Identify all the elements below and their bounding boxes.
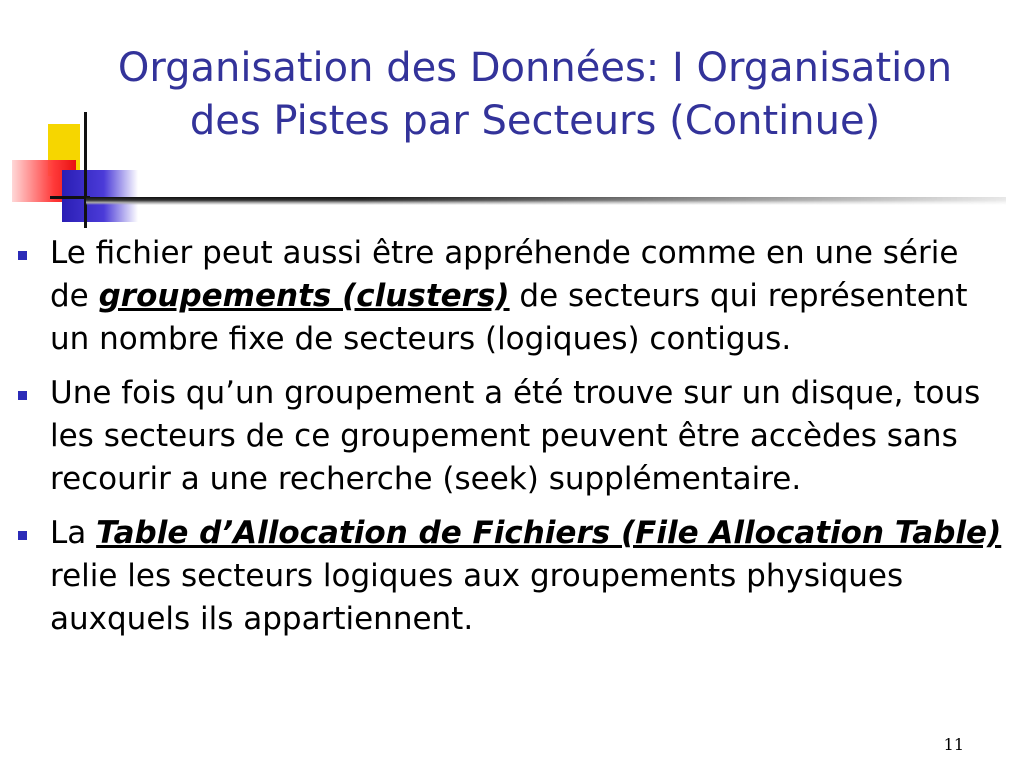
slide-title: [60, 42, 1010, 148]
slide-title-line-2: des Pistes par Secteurs (Continue): [189, 98, 881, 144]
bullet-item: [18, 232, 1003, 361]
title-underline-rule: [86, 197, 1006, 205]
page-number: 11: [943, 735, 964, 754]
bullet-text: de secteurs qui représentent un nombre fixe de secteurs (logiques) contigus.: [50, 278, 968, 357]
bullet-text: La: [50, 515, 97, 551]
bullet-list: [18, 232, 1003, 652]
square-bullet-icon: [18, 391, 27, 400]
bullet-item: [18, 372, 1003, 501]
bullet-item: [18, 512, 1003, 641]
square-bullet-icon: [18, 531, 27, 540]
decor-horizontal-line: [50, 196, 90, 199]
slide-title-line-1: Organisation des Données: I Organisation: [117, 45, 953, 91]
bullet-text: relie les secteurs logiques aux groupements physiques auxquels ils appartiennent.: [50, 558, 904, 637]
bullet-emphasis: Table d’Allocation de Fichiers (File Allocation Table): [96, 515, 1002, 551]
bullet-emphasis: groupements (clusters): [98, 278, 510, 314]
square-bullet-icon: [18, 251, 27, 260]
bullet-text: Le fichier peut aussi être appréhende comme en une série de: [50, 235, 959, 314]
bullet-text: Une fois qu’un groupement a été trouve sur un disque, tous les secteurs de ce groupement peuvent être accèdes sans recourir a une recherche (seek) supplémentaire.: [50, 375, 981, 497]
